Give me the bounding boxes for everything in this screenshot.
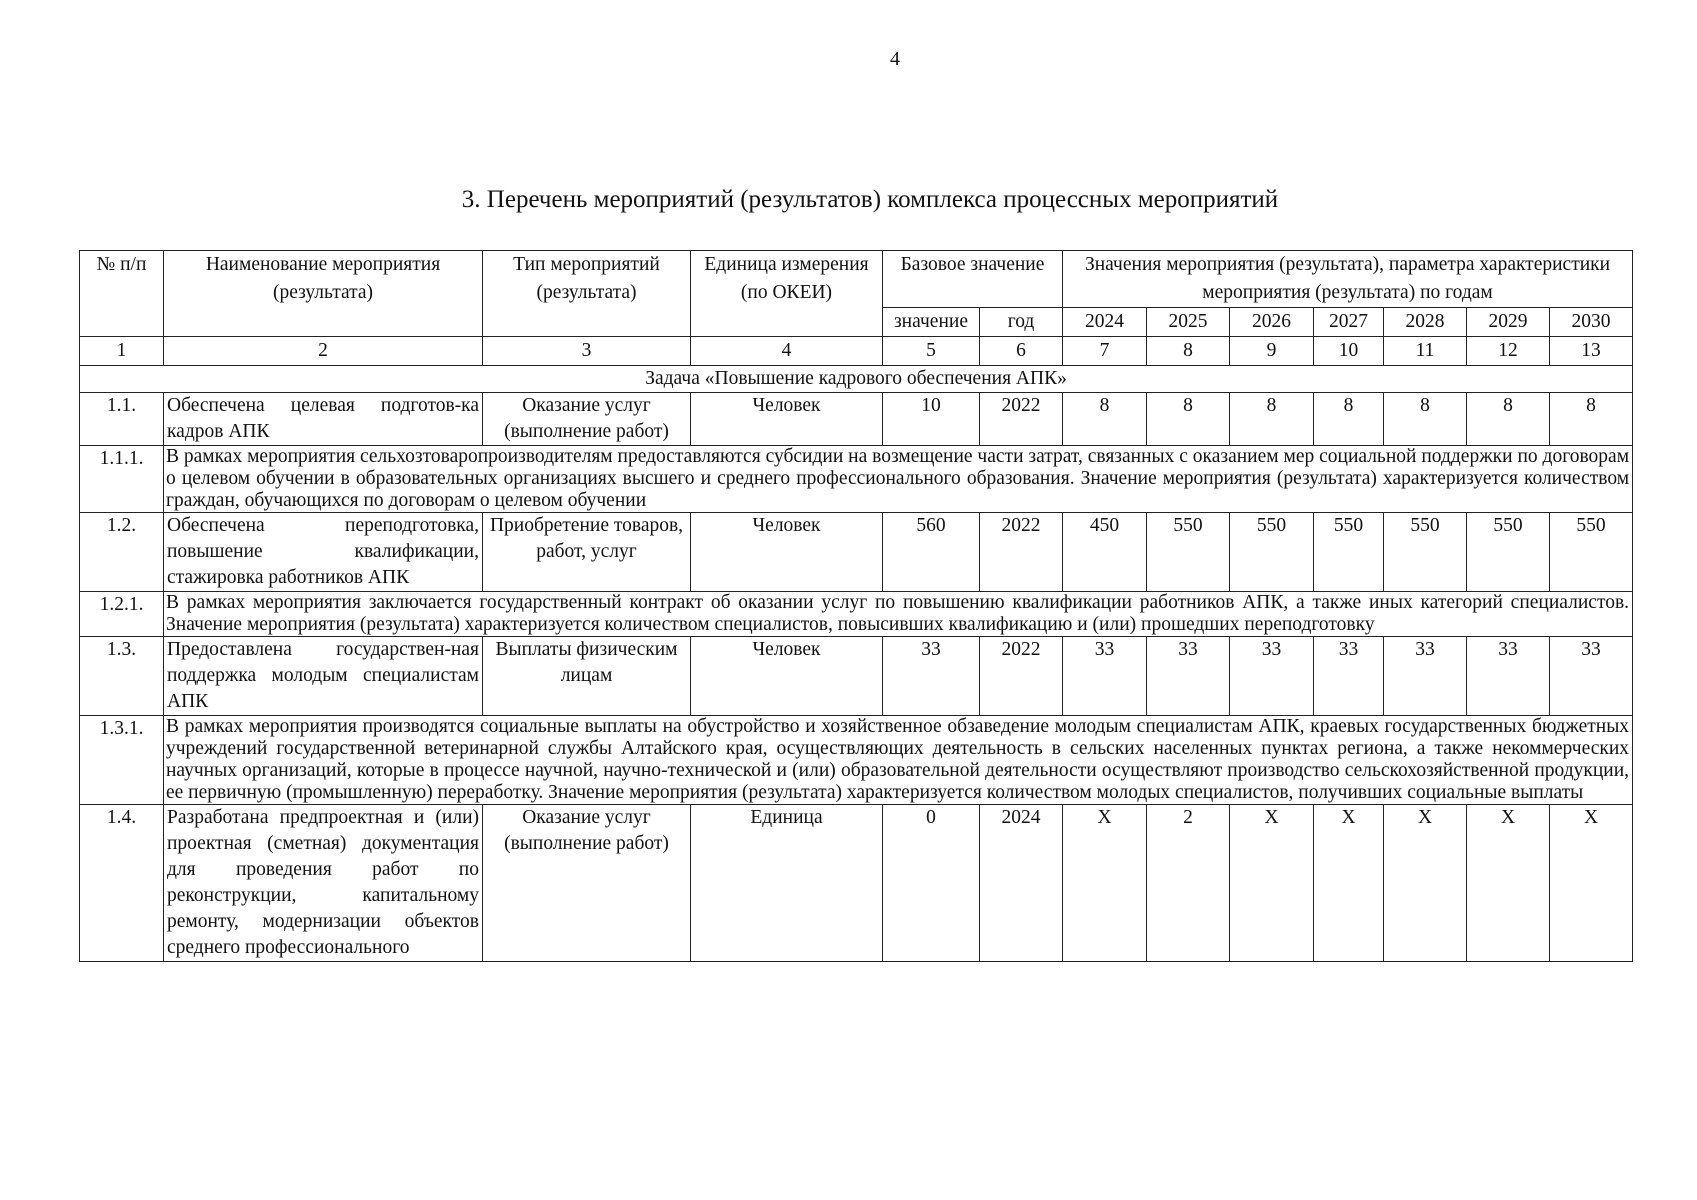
row-name: Обеспечена целевая подготов-ка кадров АПК xyxy=(164,393,483,446)
row-name: Разработана предпроектная и (или) проектная (сметная) документация для проведения работ по реконструкции, капитальному ремонту, модернизации объектов среднего профессионального xyxy=(164,805,483,962)
description-row xyxy=(80,716,1633,805)
row-base-value: 33 xyxy=(883,637,980,716)
col-number: 7 xyxy=(1063,337,1147,366)
row-value: 8 xyxy=(1384,393,1467,446)
header-year: 2025 xyxy=(1147,308,1230,337)
row-base-value: 560 xyxy=(883,513,980,592)
row-value: 33 xyxy=(1314,637,1384,716)
row-value: X xyxy=(1230,805,1314,962)
header-year: 2026 xyxy=(1230,308,1314,337)
row-value: 8 xyxy=(1467,393,1550,446)
row-value: 8 xyxy=(1147,393,1230,446)
row-num: 1.1. xyxy=(80,393,164,446)
col-number: 1 xyxy=(80,337,164,366)
row-value: 550 xyxy=(1467,513,1550,592)
row-type: Выплаты физическим лицам xyxy=(483,637,691,716)
column-number-row xyxy=(80,337,1633,366)
row-value: 8 xyxy=(1314,393,1384,446)
row-unit: Человек xyxy=(691,393,883,446)
description-row xyxy=(80,592,1633,637)
row-value: 8 xyxy=(1550,393,1633,446)
row-description: В рамках мероприятия сельхозтоваропроизводителям предоставляются субсидии на возмещение части затрат, связанных с оказанием мер социальной поддержки по договорам о целевом обучении в образовательных организациях высшего и среднего профессионального образования. Значение мероприятия (результата) характеризуется количеством граждан, обучающихся по договорам о целевом обучении xyxy=(164,446,1633,513)
description-row xyxy=(80,446,1633,513)
table-row xyxy=(80,637,1633,716)
header-name: Наименование мероприятия (результата) xyxy=(164,251,483,337)
task-row xyxy=(80,366,1633,393)
row-value: 33 xyxy=(1147,637,1230,716)
header-values: Значения мероприятия (результата), параметра характеристики мероприятия (результата) по годам xyxy=(1063,251,1633,308)
row-value: X xyxy=(1550,805,1633,962)
row-type: Приобретение товаров, работ, услуг xyxy=(483,513,691,592)
col-number: 3 xyxy=(483,337,691,366)
row-name: Предоставлена государствен-ная поддержка молодым специалистам АПК xyxy=(164,637,483,716)
activities-table xyxy=(79,250,1633,962)
col-number: 11 xyxy=(1384,337,1467,366)
row-base-year: 2022 xyxy=(980,513,1063,592)
row-base-year: 2022 xyxy=(980,637,1063,716)
row-value: 2 xyxy=(1147,805,1230,962)
row-description: В рамках мероприятия заключается государственный контракт об оказании услуг по повышению квалификации работников АПК, а также иных категорий специалистов. Значение мероприятия (результата) характеризуется количеством специалистов, повысивших квалификацию и (или) прошедших переподготовку xyxy=(164,592,1633,637)
col-number: 8 xyxy=(1147,337,1230,366)
row-value: 550 xyxy=(1550,513,1633,592)
row-num: 1.4. xyxy=(80,805,164,962)
task-title: Задача «Повышение кадрового обеспечения АПК» xyxy=(80,366,1633,393)
row-description: В рамках мероприятия производятся социальные выплаты на обустройство и хозяйственное обзаведение молодым специалистам АПК, краевых государственных бюджетных учреждений государственной ветеринарной службы Алтайского края, осуществляющих деятельность в сельских населенных пунктах региона, а также некоммерческих научных организаций, которые в процессе научной, научно-технической и (или) образовательной деятельности осуществляют производство сельскохозяйственной продукции, ее первичную (промышленную) переработку. Значение мероприятия (результата) характеризуется количеством молодых специалистов, получивших социальные выплаты xyxy=(164,716,1633,805)
row-num: 1.1.1. xyxy=(80,446,164,513)
row-unit: Человек xyxy=(691,637,883,716)
row-value: 450 xyxy=(1063,513,1147,592)
row-value: 550 xyxy=(1147,513,1230,592)
table-row xyxy=(80,805,1633,962)
row-value: 8 xyxy=(1230,393,1314,446)
row-value: 33 xyxy=(1467,637,1550,716)
row-num: 1.3.1. xyxy=(80,716,164,805)
col-number: 5 xyxy=(883,337,980,366)
col-number: 13 xyxy=(1550,337,1633,366)
page-number: 4 xyxy=(890,48,900,70)
col-number: 2 xyxy=(164,337,483,366)
col-number: 6 xyxy=(980,337,1063,366)
row-value: X xyxy=(1063,805,1147,962)
col-number: 9 xyxy=(1230,337,1314,366)
col-number: 10 xyxy=(1314,337,1384,366)
header-base: Базовое значение xyxy=(883,251,1063,308)
col-number: 4 xyxy=(691,337,883,366)
row-value: 33 xyxy=(1550,637,1633,716)
row-value: X xyxy=(1384,805,1467,962)
header-year: 2028 xyxy=(1384,308,1467,337)
row-base-value: 10 xyxy=(883,393,980,446)
row-unit: Единица xyxy=(691,805,883,962)
row-value: 8 xyxy=(1063,393,1147,446)
row-value: X xyxy=(1467,805,1550,962)
row-num: 1.2. xyxy=(80,513,164,592)
header-year: 2029 xyxy=(1467,308,1550,337)
header-year: 2030 xyxy=(1550,308,1633,337)
row-base-year: 2022 xyxy=(980,393,1063,446)
table-row xyxy=(80,513,1633,592)
row-value: X xyxy=(1314,805,1384,962)
col-number: 12 xyxy=(1467,337,1550,366)
header-year: 2027 xyxy=(1314,308,1384,337)
header-base-value: значение xyxy=(883,308,980,337)
row-value: 550 xyxy=(1384,513,1467,592)
header-base-year: год xyxy=(980,308,1063,337)
row-value: 33 xyxy=(1063,637,1147,716)
row-num: 1.2.1. xyxy=(80,592,164,637)
row-base-year: 2024 xyxy=(980,805,1063,962)
row-type: Оказание услуг (выполнение работ) xyxy=(483,805,691,962)
header-unit: Единица измерения (по ОКЕИ) xyxy=(691,251,883,337)
header-num: № п/п xyxy=(80,251,164,337)
row-num: 1.3. xyxy=(80,637,164,716)
row-value: 33 xyxy=(1230,637,1314,716)
row-value: 33 xyxy=(1384,637,1467,716)
row-name: Обеспечена переподготовка, повышение квалификации, стажировка работников АПК xyxy=(164,513,483,592)
table-row xyxy=(80,393,1633,446)
row-value: 550 xyxy=(1314,513,1384,592)
header-year: 2024 xyxy=(1063,308,1147,337)
row-type: Оказание услуг (выполнение работ) xyxy=(483,393,691,446)
row-value: 550 xyxy=(1230,513,1314,592)
document-title: 3. Перечень мероприятий (результатов) комплекса процессных мероприятий xyxy=(461,186,1279,213)
header-type: Тип мероприятий (результата) xyxy=(483,251,691,337)
header-row-1 xyxy=(80,251,1633,308)
row-base-value: 0 xyxy=(883,805,980,962)
row-unit: Человек xyxy=(691,513,883,592)
